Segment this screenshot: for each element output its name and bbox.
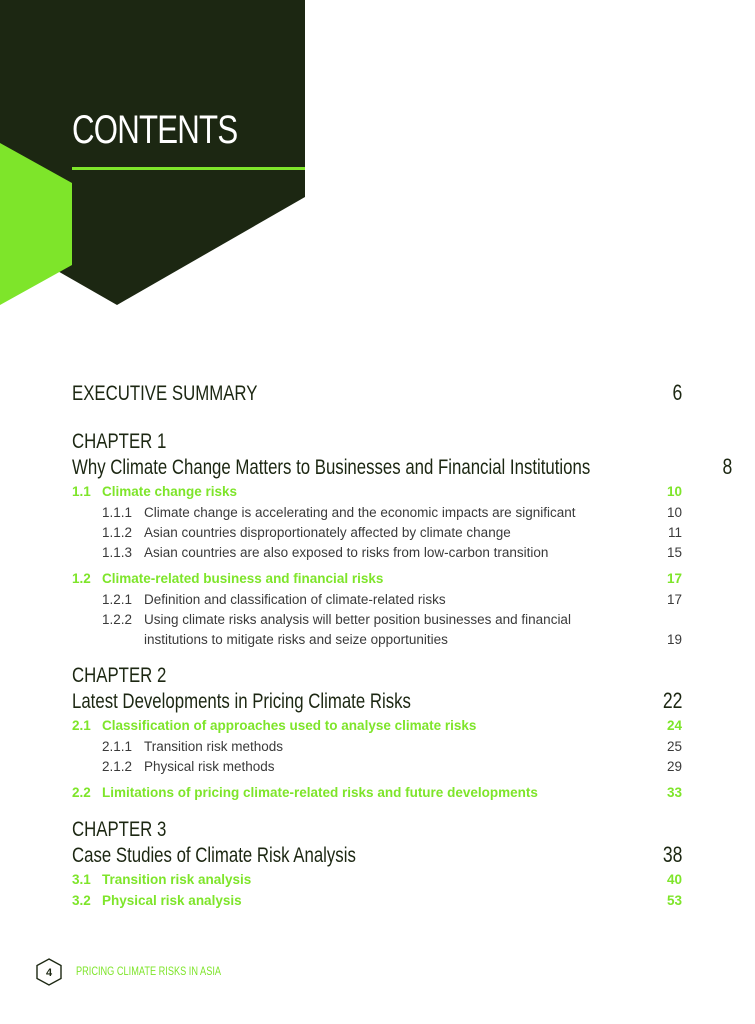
chapter-2-label-row: [72, 664, 682, 688]
section-number: 1.1: [72, 484, 91, 499]
chapter-3-label-row: [72, 818, 682, 842]
toc-subsection-1-1-3[interactable]: [72, 545, 682, 565]
chapter-label: CHAPTER 2: [72, 664, 167, 687]
subsection-number: 1.1.2: [102, 525, 133, 540]
chapter-page: 8: [722, 454, 733, 479]
page-footer: [36, 958, 257, 986]
section-title: Climate-related business and financial risks: [102, 571, 384, 586]
section-title: Physical risk analysis: [102, 893, 242, 908]
subsection-title: Using climate risks analysis will better position businesses and financial: [144, 612, 571, 627]
toc-subsection-1-2-2[interactable]: [72, 612, 682, 632]
subsection-title-continued: institutions to mitigate risks and seize opportunities: [144, 632, 448, 647]
section-number: 3.2: [72, 893, 91, 908]
section-number: 1.2: [72, 571, 91, 586]
toc-executive-page: 6: [672, 380, 682, 405]
subsection-page: 17: [666, 592, 682, 607]
table-of-contents: [72, 380, 733, 914]
subsection-number: 2.1.1: [102, 739, 133, 754]
chapter-page: 22: [662, 688, 682, 713]
section-page: 53: [666, 893, 682, 908]
section-title: Climate change risks: [102, 484, 238, 499]
title-underline: [72, 167, 305, 170]
chapter-label: CHAPTER 3: [72, 818, 167, 841]
section-page: 33: [666, 785, 682, 800]
section-title: Limitations of pricing climate-related risks and future developments: [102, 785, 538, 800]
toc-chapter-3[interactable]: [72, 842, 682, 872]
page-number-hexagon-icon: [36, 958, 62, 986]
subsection-title: Climate change is accelerating and the economic impacts are significant: [144, 505, 576, 520]
toc-section-1-2[interactable]: [72, 571, 682, 592]
header-hexagon-graphic: [0, 0, 305, 310]
page-title: CONTENTS: [72, 108, 238, 152]
subsection-number: 2.1.2: [102, 759, 133, 774]
subsection-number: 1.1.3: [102, 545, 133, 560]
toc-section-3-2[interactable]: [72, 893, 682, 914]
toc-section-2-1[interactable]: [72, 718, 682, 739]
toc-subsection-2-1-2[interactable]: [72, 759, 682, 779]
subsection-number: 1.1.1: [102, 505, 133, 520]
subsection-page: 10: [666, 505, 682, 520]
subsection-page: 25: [666, 739, 682, 754]
subsection-page: 11: [667, 525, 682, 540]
subsection-number: 1.2.2: [102, 612, 133, 627]
toc-section-2-2[interactable]: [72, 785, 682, 806]
section-page: 24: [666, 718, 682, 733]
section-page: 10: [666, 484, 682, 499]
toc-executive-summary[interactable]: [72, 380, 682, 420]
subsection-page: 29: [666, 759, 682, 774]
section-page: 40: [666, 872, 682, 887]
chapter-title: Case Studies of Climate Risk Analysis: [72, 844, 356, 867]
section-page: 17: [666, 571, 682, 586]
toc-section-3-1[interactable]: [72, 872, 682, 893]
section-title: Transition risk analysis: [102, 872, 252, 887]
section-number: 2.1: [72, 718, 91, 733]
toc-subsection-2-1-1[interactable]: [72, 739, 682, 759]
chapter-1-label-row: [72, 430, 682, 454]
toc-subsection-1-2-2-continued[interactable]: [72, 632, 682, 652]
subsection-page: 19: [666, 632, 682, 647]
chapter-label: CHAPTER 1: [72, 430, 167, 453]
subsection-title: Transition risk methods: [144, 739, 284, 754]
toc-chapter-2[interactable]: [72, 688, 682, 718]
chapter-title: Why Climate Change Matters to Businesses and Financial Institutions: [72, 456, 591, 479]
chapter-title: Latest Developments in Pricing Climate Risks: [72, 690, 411, 713]
toc-chapter-1[interactable]: [72, 454, 733, 484]
section-number: 2.2: [72, 785, 91, 800]
subsection-number: 1.2.1: [102, 592, 133, 607]
section-title: Classification of approaches used to analyse climate risks: [102, 718, 477, 733]
subsection-page: 15: [666, 545, 682, 560]
subsection-title: Asian countries are also exposed to risks from low-carbon transition: [144, 545, 549, 560]
toc-subsection-1-2-1[interactable]: [72, 592, 682, 612]
toc-section-1-1[interactable]: [72, 484, 682, 505]
toc-subsection-1-1-2[interactable]: [72, 525, 682, 545]
subsection-title: Physical risk methods: [144, 759, 275, 774]
page-number: 4: [45, 967, 53, 979]
subsection-title: Definition and classification of climate-related risks: [144, 592, 446, 607]
running-head: PRICING CLIMATE RISKS IN ASIA: [76, 966, 222, 978]
section-number: 3.1: [72, 872, 91, 887]
chapter-page: 38: [662, 842, 682, 867]
toc-executive-title: EXECUTIVE SUMMARY: [72, 382, 258, 405]
toc-subsection-1-1-1[interactable]: [72, 505, 682, 525]
subsection-title: Asian countries disproportionately affected by climate change: [144, 525, 511, 540]
